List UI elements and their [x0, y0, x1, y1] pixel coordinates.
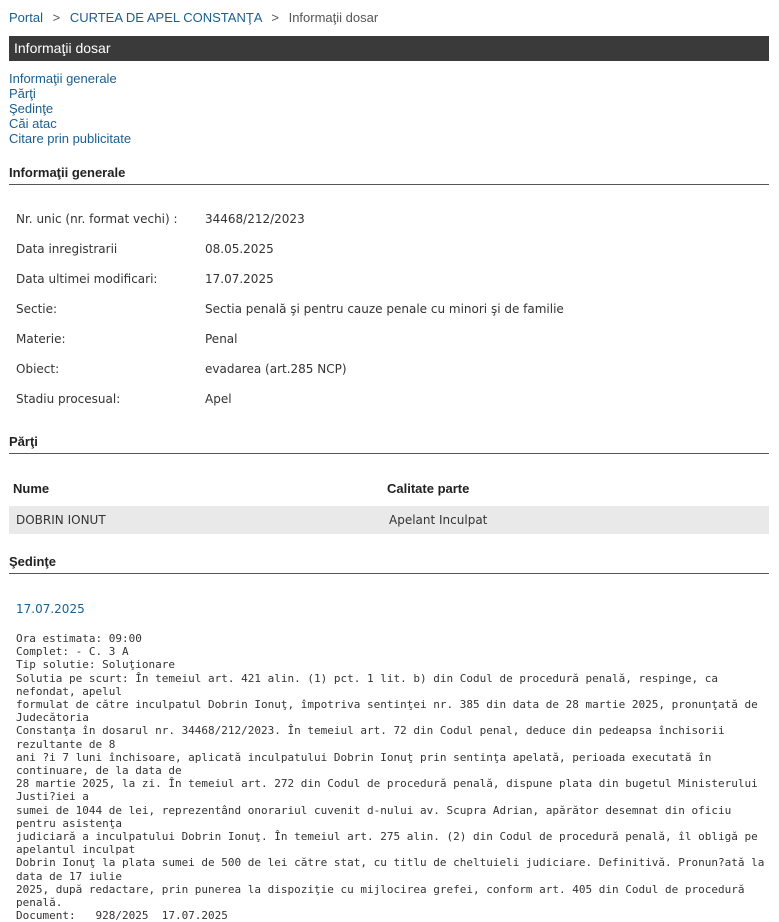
info-row — [16, 362, 564, 392]
breadcrumb — [9, 10, 378, 25]
section-nav — [9, 71, 131, 146]
sedinta-details — [16, 632, 766, 922]
info-label: Nr. unic (nr. format vechi) : — [16, 212, 178, 226]
breadcrumb-link-portal[interactable]: Portal — [9, 10, 43, 25]
solutie-line: Solutia pe scurt: În temeiul art. 421 alin. (1) pct. 1 lit. b) din Codul de procedură penală, respinge, ca nefondat, apelul — [16, 671, 718, 698]
cell-nume: DOBRIN IONUT — [16, 513, 106, 527]
solutie-line: Constanţa în dosarul nr. 34468/212/2023. În temeiul art. 72 din Codul penal, deduce din pedeapsa închisorii rezultante de 8 — [16, 724, 725, 751]
nav-link-sedinte[interactable]: Şedinţe — [9, 101, 54, 116]
sedinta-date: 17.07.2025 — [16, 602, 85, 616]
info-label: Data ultimei modificari: — [16, 272, 158, 286]
info-label: Obiect: — [16, 362, 60, 376]
breadcrumb-current: Informaţii dosar — [288, 10, 379, 25]
general-info-table — [16, 212, 564, 422]
page-title-bar: Informaţii dosar — [9, 36, 769, 61]
column-header-calitate: Calitate parte — [387, 481, 470, 496]
info-value: 34468/212/2023 — [205, 212, 305, 226]
solutie-line: ani ?i 7 luni închisoare, aplicată inculpatului Dobrin Ionuţ prin sentinţa apelată, perioada executată în continuare, de la data de — [16, 750, 712, 778]
info-row — [16, 332, 564, 362]
sedinta-tip-solutie: Tip solutie: Soluţionare — [16, 658, 175, 672]
nav-link-citare[interactable]: Citare prin publicitate — [9, 131, 132, 146]
breadcrumb-link-court[interactable]: CURTEA DE APEL CONSTANŢA — [69, 10, 262, 25]
info-value: 08.05.2025 — [205, 242, 274, 256]
solutie-line: sumei de 1044 de lei, reprezentând onorariul cuvenit d-nului av. Scupra Adrian, apărător desemnat din oficiu pentru asistenţa — [16, 803, 732, 830]
breadcrumb-separator: > — [52, 10, 61, 25]
info-value: Apel — [205, 392, 232, 406]
solutie-line: 28 martie 2025, la zi. În temeiul art. 272 din Codul de procedură penală, dispune plata din bugetul Ministerului Justi?iei a — [16, 777, 758, 804]
info-value: 17.07.2025 — [205, 272, 274, 286]
info-value: Sectia penală şi pentru cauze penale cu minori şi de familie — [205, 302, 564, 316]
solutie-line: 2025, după redactare, prin punerea la dispoziţie cu mijlocirea grefei, conform art. 405 din Codul de procedură penală. — [16, 882, 745, 910]
column-header-nume: Nume — [13, 481, 50, 496]
nav-link-general[interactable]: Informaţii generale — [9, 71, 117, 86]
section-heading-parti: Părţi — [9, 434, 769, 454]
info-label: Data inregistrarii — [16, 242, 118, 256]
info-label: Stadiu procesual: — [16, 392, 121, 406]
solutie-line: Dobrin Ionuţ la plata sumei de 500 de lei către stat, cu titlu de cheltuieli judiciare. Definitivă. Pronun?ată la data de 17 iulie — [16, 856, 765, 883]
sedinta-document: Document: 928/2025 17.07.2025 — [16, 909, 228, 922]
sedinta-complet: Complet: - C. 3 A — [16, 645, 129, 659]
parti-table-header — [9, 481, 769, 501]
nav-link-cai-atac[interactable]: Căi atac — [9, 116, 57, 131]
breadcrumb-separator: > — [271, 10, 279, 25]
info-row — [16, 302, 564, 332]
info-row — [16, 242, 564, 272]
nav-link-parti[interactable]: Părţi — [9, 86, 36, 101]
section-heading-sedinte: Şedinţe — [9, 554, 769, 574]
table-row — [9, 506, 769, 534]
info-value: Penal — [205, 332, 238, 346]
info-label: Sectie: — [16, 302, 58, 316]
solutie-line: judiciară a inculpatului Dobrin Ionuţ. În temeiul art. 275 alin. (2) din Codul de procedură penală, îl obligă pe apelantul inculpat — [16, 830, 758, 857]
sedinta-ora: Ora estimata: 09:00 — [16, 632, 142, 645]
info-row — [16, 392, 564, 422]
info-value: evadarea (art.285 NCP) — [205, 362, 347, 376]
solutie-line: formulat de către inculpatul Dobrin Ionuţ, împotriva sentinţei nr. 385 din data de 28 martie 2025, pronunţată de Judecătoria — [16, 698, 758, 725]
info-row — [16, 272, 564, 302]
cell-calitate: Apelant Inculpat — [389, 513, 488, 527]
info-row — [16, 212, 564, 242]
info-label: Materie: — [16, 332, 66, 346]
section-heading-general: Informaţii generale — [9, 165, 769, 185]
